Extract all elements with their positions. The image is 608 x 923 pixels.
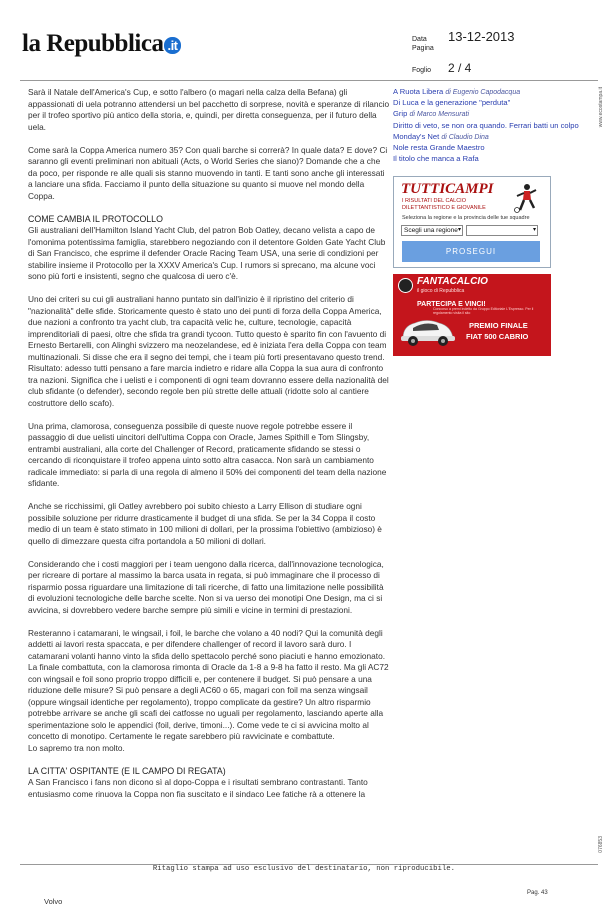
fantacalcio-cta: PARTECIPA E VINCI!: [417, 301, 486, 308]
fantacalcio-brand: FANTACALCIO: [417, 276, 488, 287]
date-value: 13-12-2013: [448, 29, 515, 44]
related-link[interactable]: [393, 154, 583, 165]
prize-line: FIAT 500 CABRIO: [466, 332, 529, 341]
article-paragraph: Gli australiani dell'Hamilton Island Yacht Club, del patron Bob Oatley, decano velista a capo de l'omonima potentissima famiglia, starebbero negoziando con il detentore Golden Gate Yacht Club di San Francisco, che esprime il defender Oracle Racing Team USA, una serie di condizioni per stabilire insieme il Protocollo per la XXXV America's Cup. I rumors si sprecano, ma alcune voci sono più forti e insistenti, segno che qualcosa di uero c'è.: [28, 225, 386, 281]
fantacalcio-logo-icon: [398, 278, 413, 293]
tuttocampi-subtitle-line: I RISULTATI DEL CALCIO: [402, 198, 466, 204]
related-link[interactable]: [393, 132, 583, 143]
article-body: [28, 87, 390, 812]
sheet-label: Foglio: [412, 67, 432, 74]
related-link-title: A Ruota Libera: [393, 87, 444, 96]
page-label: Pagina: [412, 45, 434, 52]
tuttocampi-subtitle-line: DILETTANTISTICO E GIOVANILE: [402, 204, 486, 211]
tuttocampi-prompt: Seleziona la regione e la provincia delle tue squadre: [402, 215, 530, 221]
related-link-author: di Marco Mensurati: [409, 111, 470, 119]
fantacalcio-header: [393, 274, 551, 297]
chevron-down-icon: ▾: [532, 227, 536, 233]
article-paragraph: Una prima, clamorosa, conseguenza possibile di queste nuove regole potrebbe essere il passaggio di due uelisti uincitori dell'ultima Coppa con Oracle, James Spithill e Tom Slingsby, entrambi australiani, alla corte del Challenger of Record, praticamente sfidando se stessi o cercando di riconquistare il trofeo appena uinto sotto altra casacca. Non sarà un cambiamento radicale immediato: si parla di una regola di almeno il 50% dei componenti del team della nazione sfidante.: [28, 420, 387, 488]
section-heading-protocol: COME CAMBIA IL PROTOCOLLO: [28, 213, 163, 224]
sheet-value: 2 / 4: [448, 61, 472, 75]
tuttocampi-brand: TUTTICAMPI: [401, 181, 494, 197]
page-number: Pag. 43: [527, 890, 548, 896]
related-link[interactable]: [393, 109, 583, 120]
margin-code-top: www.ecostampa.it: [598, 87, 604, 128]
article-paragraph: Lo sapremo tra non molto.: [28, 742, 125, 753]
article-paragraph: Considerando che i costi maggiori per i team uengono dalla ricerca, dall'innovazione tecnologica, per ricreare di portare al massimo la barca usata in regata, si può immaginare che il processo di risparmio possa riguardare una limitazione di tali ricerche, di fatto una limitazione nelle possibilità di evoluzioni tecnologiche delle barche scelte. Non si va uerso dei monotipi One Design, ma ci si avvicina, si dovrebbero vedere barche sempre più simili e vicine in termini di prestazioni.: [28, 558, 384, 615]
related-link-title: Grip: [393, 109, 408, 119]
article-paragraph: A San Francisco i fans non dicono sì al dopo-Coppa e i risultati sembrano contrastanti. Tanto entusiasmo come rinuova la Coppa non fia suscitato e il sindaco Lee fatiche rà a ottenere la: [28, 777, 368, 799]
related-link[interactable]: [393, 98, 583, 109]
article-paragraph: Come sarà la Coppa America numero 35? Con quali barche si correrà? In quale data? E dove? Ci saranno gli eventi preliminari non abituali (Acts, o World Series che siano)? Domande che a che da poco, per risponde re alle quali sis stanno muovendo in tanti. E tanti sono anche gli interessati a lanciare una sfida. Facciamo il punto della situazione su quanto si muove nel mondo della Coppa.: [28, 144, 388, 201]
clipping-meta: [412, 29, 552, 77]
prize-line: PREMIO FINALE: [469, 321, 528, 330]
related-link-title: Diritto di veto, se non ora quando. Ferrari batti un colpo: [393, 120, 579, 130]
related-link-title: Nole resta Grande Maestro: [393, 143, 485, 153]
client-name: Volvo: [44, 897, 63, 906]
meta-page-row: [412, 45, 552, 61]
header-divider: [20, 80, 598, 81]
car-icon: [397, 310, 459, 350]
related-link-title: Il titolo che manca a Rafa: [393, 154, 479, 164]
logo-text: la Repubblica: [22, 30, 164, 57]
article-paragraph: Anche se ricchissimi, gli Oatley avrebbero poi subito chiesto a Larry Ellison di studiare ogni possibile soluzione per ridurre drasticamente il budget di una sfida. Se per la 34 Coppa il costo medio di un team è stato stimato in 100 milioni di dollari, per la prossima l'obiettivo (ambizioso) è quello di dimezzare questa cifra portandola a 50 milioni di dollari.: [28, 501, 382, 546]
tuttocampi-ad: [393, 176, 551, 268]
article-paragraph: Resteranno i catamarani, le wingsail, i foil, le barche che volano a 40 nodi? Qui la comunità degli addetti ai lavori resta spaccata, e per difendere challenger of record il lavoro sarà duro. I catamarani volanti hanno vinto la sfida dello spettacolo perché sono piaciuti e hanno emozionato. La finale combattuta, con la clamorosa rimonta di Oracle da 1-8 a 9-8 ha fatto il resto. Ma gli AC72 con wingsail e foil sono proprio troppo difficili e, per contenere il budget. Si può pensare a una riduzione delle misure? Si può pensare a degli AC60 o 65, magari con foil ma senza wingsail (oppure wingsail identiche per regolamento), troppo complicate da gestire? Un altro risparmio potrebbe arrivare se anche gli scafi dei catfosse no uguali per regolamento, lasciando aperte alla sperimentazione solo le appendici (foil, derive, timoni...). Come vede te ci si avvicina molto al concetto di monotipo. Certamente le regate sarebbero più ravvicinate e combattute.: [28, 627, 389, 741]
related-links: [393, 87, 583, 165]
fantacalcio-tagline: il gioco di Repubblica: [417, 288, 465, 294]
related-link-title: Di Luca e la generazione "perduta": [393, 98, 511, 108]
meta-date-row: [412, 29, 552, 45]
related-link[interactable]: [393, 87, 583, 98]
section-heading-host-city: LA CITTA' OSPITANTE (E IL CAMPO DI REGATA): [28, 765, 226, 776]
region-select-value: Scegli una regione: [404, 227, 458, 234]
related-link-title: Monday's Net: [393, 131, 440, 141]
margin-code-bottom: 076853: [598, 836, 604, 853]
meta-sheet-row: [412, 61, 552, 77]
region-select[interactable]: [401, 225, 463, 236]
article-paragraph: Uno dei criteri su cui gli australiani hanno puntato sin dall'inizio è il ripristino del criterio di "nazionalità" delle sfide. Storicamente questo è stato uno dei punti di forza della Coppa America, due nazioni a confronto tra yacht club, tra capacità velic he, culture, tecnologie, capacità imprenditoriali di paesi, oltre che sfida tra grandi tycoon. Tutto questo è sparito fin con l'avuento di Ernesto Bertarelli, con Alinghi svizzero ma neozelandese, ed è iniziata l'era della Coppa con team multinazionali. Si disse che era il segno dei tempi, che i team più forti presentavano questo trend. Risultato: adesso tutti pensano a fare marcia indietro e ridare alla Coppa la sua aura di confronto tra nazioni. Significa che i uelisti e i componenti di ogni team dovranno essere della nazionalità del club sfidante (o defender), secondo regole ben più strette delle attuali (ridotte solo al cantiere costruttore dello scafo).: [28, 294, 389, 408]
date-label: Data: [412, 36, 427, 43]
related-link-author: di Eugenio Capodacqua: [445, 89, 521, 96]
article-paragraph: Sarà il Natale dell'America's Cup, e sotto l'albero (o magari nella calza della Befana) gli appassionati di uela potranno attendersi un bel pacchetto di sorprese, novità e speranze di rilancio per il trofeo sportivo più antico della storia, e, quindi, per diretta conseguenza, per il futuro della uela.: [28, 87, 390, 132]
football-player-icon: [512, 183, 538, 213]
publication-logo: [22, 30, 181, 58]
chevron-down-icon: ▾: [457, 227, 461, 233]
reproduction-notice: Ritaglio stampa ad uso esclusivo del destinatario, non riproducibile.: [152, 865, 456, 873]
related-link[interactable]: [393, 121, 583, 132]
tuttocampi-subtitle: [402, 198, 486, 211]
fantacalcio-ad[interactable]: [393, 274, 551, 356]
related-link[interactable]: [393, 143, 583, 154]
fantacalcio-fine-print: Concorso a premi indetto da Gruppo Editoriale L'Espresso. Per il regolamento visita il sito: [433, 307, 534, 315]
province-select[interactable]: [466, 225, 538, 236]
related-link-author: di Claudio Dina: [441, 133, 489, 141]
proceed-button[interactable]: PROSEGUI: [402, 241, 540, 262]
logo-suffix-badge: .it: [164, 37, 180, 54]
